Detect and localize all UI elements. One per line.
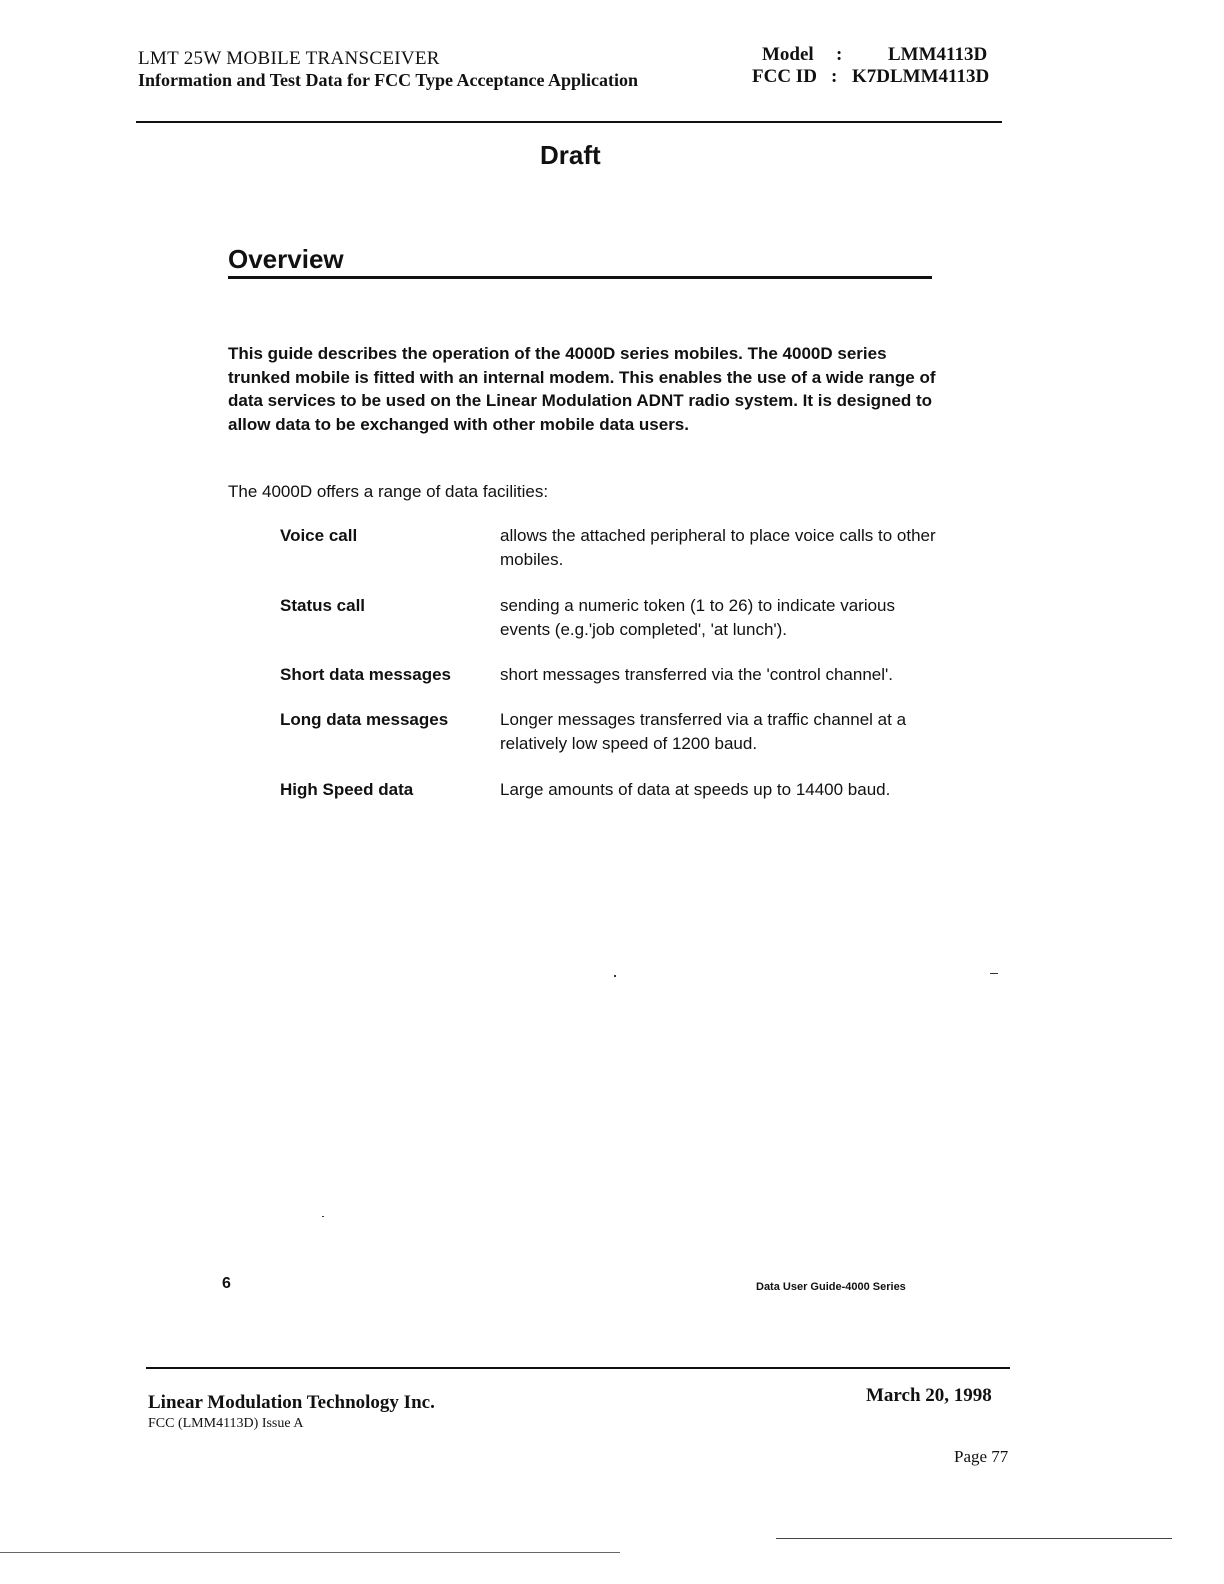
- scan-speck: [322, 1216, 324, 1217]
- document-date: March 20, 1998: [866, 1385, 992, 1406]
- header-divider: [136, 121, 1002, 123]
- document-subtitle: Information and Test Data for FCC Type Acceptance Application: [138, 70, 639, 90]
- facility-term-long-data: Long data messages: [280, 710, 449, 729]
- scan-speck: [990, 973, 998, 974]
- guide-name: Data User Guide-4000 Series: [756, 1281, 906, 1293]
- inner-page-number: 6: [222, 1275, 231, 1292]
- section-heading-rule: [228, 276, 932, 279]
- facility-desc-status-call: sending a numeric token (1 to 26) to indicate various events (e.g.'job completed', 'at lunch').: [500, 596, 896, 639]
- facility-desc-short-data: short messages transferred via the 'control channel'.: [500, 665, 893, 684]
- issue-label: FCC (LMM4113D) Issue A: [148, 1416, 304, 1431]
- facility-desc-high-speed: Large amounts of data at speeds up to 14400 baud.: [500, 780, 891, 799]
- page-number: Page 77: [954, 1447, 1009, 1466]
- model-label: Model: [762, 44, 814, 65]
- facility-term-voice-call: Voice call: [280, 526, 358, 545]
- model-separator: :: [836, 44, 843, 65]
- fcc-id-separator: :: [831, 66, 838, 87]
- model-value: LMM4113D: [888, 44, 988, 65]
- scan-edge-line: [776, 1538, 1172, 1539]
- document-title: LMT 25W MOBILE TRANSCEIVER: [138, 48, 440, 69]
- facility-term-status-call: Status call: [280, 596, 366, 615]
- section-heading: Overview: [228, 244, 344, 274]
- intro-paragraph: This guide describes the operation of the 4000D series mobiles. The 4000D series trunked mobile is fitted with an internal modem. This enables the use of a wide range of data services to be used on the Linear Modulation ADNT radio system. It is designed to allow data to be exchanged with other mobile data users.: [228, 344, 936, 434]
- footer-divider: [146, 1367, 1010, 1369]
- facilities-lead-in: The 4000D offers a range of data facilities:: [228, 482, 549, 501]
- facility-term-short-data: Short data messages: [280, 665, 452, 684]
- company-name: Linear Modulation Technology Inc.: [148, 1392, 435, 1413]
- facility-desc-long-data: Longer messages transferred via a traffic channel at a relatively low speed of 1200 baud.: [500, 710, 907, 753]
- fcc-id-value: K7DLMM4113D: [852, 66, 990, 87]
- draft-label: Draft: [540, 140, 601, 170]
- scan-edge-line: [0, 1552, 620, 1553]
- facility-term-high-speed: High Speed data: [280, 780, 414, 799]
- scan-speck: [614, 975, 616, 977]
- facility-desc-voice-call: allows the attached peripheral to place voice calls to other mobiles.: [500, 526, 936, 569]
- fcc-id-label: FCC ID: [752, 66, 817, 87]
